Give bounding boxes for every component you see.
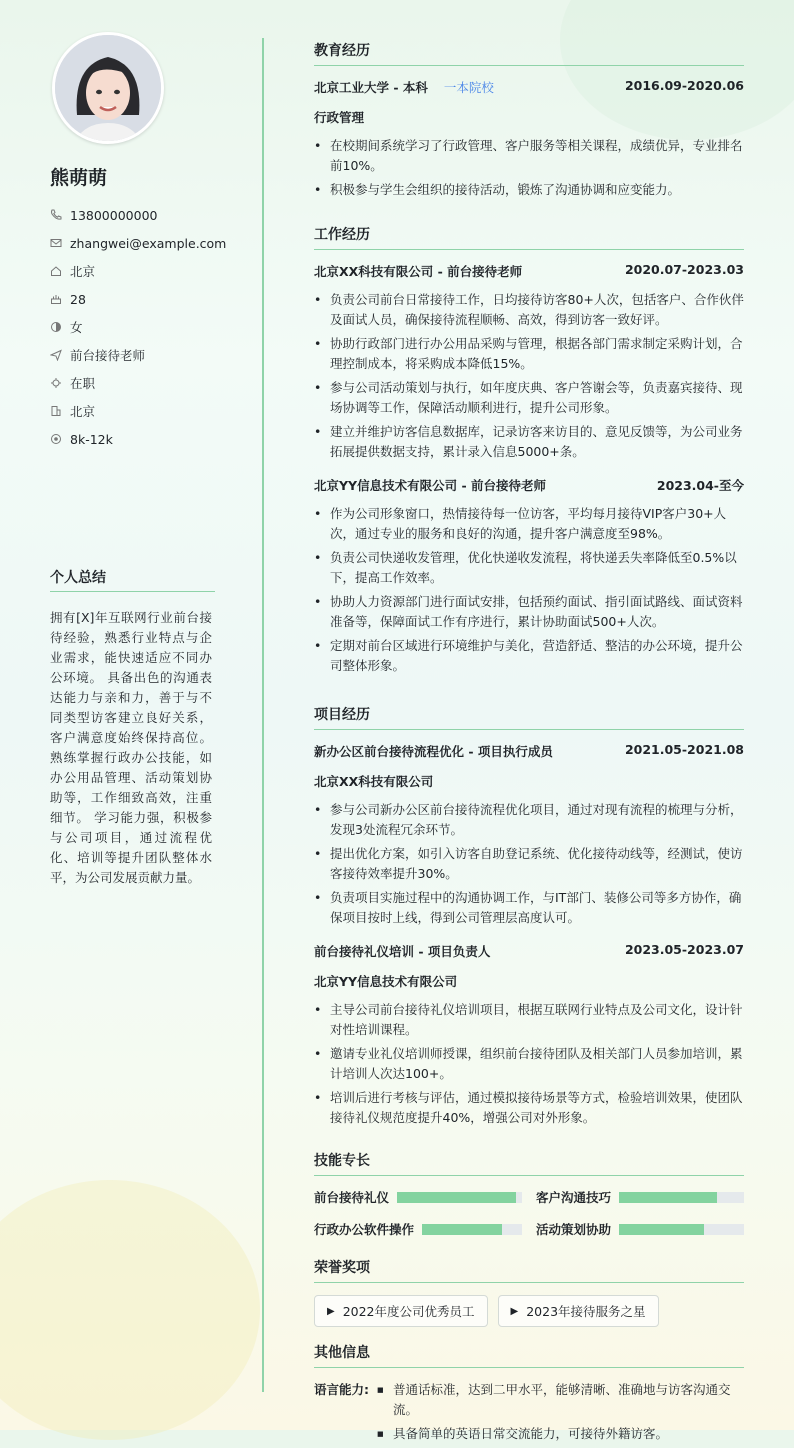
honors-title: 荣誉奖项 <box>314 1257 744 1283</box>
info-location: 北京 <box>50 257 226 285</box>
avatar <box>52 32 164 144</box>
money-icon <box>50 433 62 445</box>
project-name: 前台接待礼仪培训 - 项目负责人 <box>314 944 491 959</box>
home-icon <box>50 265 62 277</box>
list-item: ■ 具备简单的英语日常交流能力，可接待外籍访客。 <box>375 1424 744 1444</box>
education-major: 行政管理 <box>314 110 365 125</box>
skills-grid <box>314 1188 744 1238</box>
contact-info-list <box>50 201 226 453</box>
skill-item: 前台接待礼仪 <box>314 1188 522 1206</box>
skills-title: 技能专长 <box>314 1150 744 1176</box>
job-bullets <box>314 504 744 676</box>
job-date: 2020.07-2023.03 <box>624 262 744 277</box>
skill-bar-fill <box>619 1192 716 1203</box>
phone-icon <box>50 209 62 221</box>
skill-bar-fill <box>397 1192 516 1203</box>
skill-bar <box>397 1192 522 1203</box>
candidate-name: 熊萌萌 <box>50 167 108 189</box>
other-section <box>314 1342 744 1448</box>
list-item: • 作为公司形象窗口，热情接待每一位访客，平均每月接待VIP客户30+人次，通过专业的服务和良好的沟通，提升客户满意度至98%。 <box>314 504 744 544</box>
skill-bar <box>619 1224 744 1235</box>
job-company: 北京YY信息技术有限公司 - 前台接待老师 <box>314 478 546 493</box>
project-header <box>314 742 744 760</box>
info-status: 在职 <box>50 369 226 397</box>
gender-icon <box>50 321 62 333</box>
job-bullets <box>314 290 744 462</box>
projects-section <box>314 704 744 1132</box>
info-phone: 13800000000 <box>50 201 226 229</box>
school-tag: 一本院校 <box>443 80 494 95</box>
language-label: 语言能力: <box>314 1382 369 1397</box>
list-item: • 负责公司快递收发管理，优化快递收发流程，将快递丢失率降低至0.5%以下，提高工作效率。 <box>314 548 744 588</box>
skill-bar-fill <box>619 1224 704 1235</box>
award-badge: ▶ 2022年度公司优秀员工 <box>314 1295 488 1327</box>
info-city: 北京 <box>50 397 226 425</box>
triangle-icon: ▶ <box>327 1305 335 1317</box>
list-item: • 负责项目实施过程中的沟通协调工作，与IT部门、装修公司等多方协作，确保项目按时上线，得到公司管理层高度认可。 <box>314 888 744 928</box>
list-item: • 培训后进行考核与评估，通过模拟接待场景等方式，检验培训效果，使团队接待礼仪规范度提升40%，增强公司对外形象。 <box>314 1088 744 1128</box>
project-name: 新办公区前台接待流程优化 - 项目执行成员 <box>314 744 553 759</box>
project-date: 2021.05-2021.08 <box>624 742 744 757</box>
language-list <box>369 1380 744 1448</box>
project-company: 北京XX科技有限公司 <box>314 774 434 789</box>
project-company: 北京YY信息技术有限公司 <box>314 974 458 989</box>
summary-title: 个人总结 <box>50 567 215 592</box>
job-company: 北京XX科技有限公司 - 前台接待老师 <box>314 264 523 279</box>
list-item: • 协助人力资源部门进行面试安排，包括预约面试、指引面试路线、面试资料准备等，保障面试工作有序进行，累计协助面试500+人次。 <box>314 592 744 632</box>
column-divider <box>262 38 264 1392</box>
list-item: • 协助行政部门进行办公用品采购与管理，根据各部门需求制定采购计划，合理控制成本，将采购成本降低15%。 <box>314 334 744 374</box>
send-icon <box>50 349 62 361</box>
project-bullets <box>314 800 744 928</box>
list-item: • 提出优化方案，如引入访客自助登记系统、优化接待动线等，经测试，使访客接待效率提升30%。 <box>314 844 744 884</box>
summary-text: 拥有[X]年互联网行业前台接待经验，熟悉行业特点与企业需求，能快速适应不同办公环境。 具备出色的沟通表达能力与亲和力，善于与不同类型访客建立良好关系，客户满意度始终保持高位。 熟练掌握行政办公技能，如办公用品管理、活动策划协助等，工作细致高效，注重细节。 学习能力强，积极参与公司项目，通过流程优化、培训等提升团队整体水平，为公司发展贡献力量。 <box>50 610 212 885</box>
skill-bar <box>619 1192 744 1203</box>
list-item: • 建立并维护访客信息数据库，记录访客来访目的、意见反馈等，为公司业务拓展提供数据支持，累计录入信息5000+条。 <box>314 422 744 462</box>
info-position: 前台接待老师 <box>50 341 226 369</box>
project-bullets <box>314 1000 744 1128</box>
cake-icon <box>50 293 62 305</box>
info-gender: 女 <box>50 313 226 341</box>
project-date: 2023.05-2023.07 <box>624 942 744 957</box>
list-item: • 邀请专业礼仪培训师授课，组织前台接待团队及相关部门人员参加培训，累计培训人次达100+。 <box>314 1044 744 1084</box>
info-age: 28 <box>50 285 226 313</box>
skill-item: 行政办公软件操作 <box>314 1220 522 1238</box>
education-title: 教育经历 <box>314 40 744 66</box>
award-badge: ▶ 2023年接待服务之星 <box>498 1295 659 1327</box>
work-title: 工作经历 <box>314 224 744 250</box>
education-header <box>314 78 744 96</box>
info-email: zhangwei@example.com <box>50 229 226 257</box>
building-icon <box>50 405 62 417</box>
skills-section <box>314 1150 744 1238</box>
school-name: 北京工业大学 - 本科 <box>314 80 428 95</box>
projects-title: 项目经历 <box>314 704 744 730</box>
list-item: • 参与公司新办公区前台接待流程优化项目，通过对现有流程的梳理与分析，发现3处流程冗余环节。 <box>314 800 744 840</box>
education-date: 2016.09-2020.06 <box>624 78 744 93</box>
list-item: ■ 普通话标准，达到二甲水平，能够清晰、准确地与访客沟通交流。 <box>375 1380 744 1420</box>
skill-bar-fill <box>422 1224 502 1235</box>
honors-section <box>314 1257 744 1327</box>
awards-list <box>314 1295 744 1327</box>
job-header <box>314 262 744 280</box>
status-icon <box>50 377 62 389</box>
list-item: • 积极参与学生会组织的接待活动，锻炼了沟通协调和应变能力。 <box>314 180 744 200</box>
education-bullets <box>314 136 744 200</box>
triangle-icon: ▶ <box>510 1305 519 1317</box>
other-title: 其他信息 <box>314 1342 744 1368</box>
list-item: • 定期对前台区域进行环境维护与美化，营造舒适、整洁的办公环境，提升公司整体形象。 <box>314 636 744 676</box>
language-info <box>314 1380 744 1448</box>
summary-section <box>50 567 215 888</box>
skill-item: 活动策划协助 <box>536 1220 744 1238</box>
list-item: • 主导公司前台接待礼仪培训项目，根据互联网行业特点及公司文化，设计针对性培训课程。 <box>314 1000 744 1040</box>
avatar-portrait-icon <box>55 35 161 141</box>
work-section <box>314 224 744 680</box>
list-item: • 参与公司活动策划与执行，如年度庆典、客户答谢会等，负责嘉宾接待、现场协调等工作，保障活动顺利进行，提升公司形象。 <box>314 378 744 418</box>
list-item: • 负责公司前台日常接待工作，日均接待访客80+人次，包括客户、合作伙伴及面试人员，确保接待流程顺畅、高效，得到访客一致好评。 <box>314 290 744 330</box>
project-header <box>314 942 744 960</box>
skill-bar <box>422 1224 522 1235</box>
job-date: 2023.04-至今 <box>656 478 744 493</box>
job-header <box>314 476 744 494</box>
list-item: • 在校期间系统学习了行政管理、客户服务等相关课程，成绩优异，专业排名前10%。 <box>314 136 744 176</box>
skill-item: 客户沟通技巧 <box>536 1188 744 1206</box>
education-section <box>314 40 744 204</box>
mail-icon <box>50 237 62 249</box>
left-column <box>0 0 262 1430</box>
info-salary: 8k-12k <box>50 425 226 453</box>
